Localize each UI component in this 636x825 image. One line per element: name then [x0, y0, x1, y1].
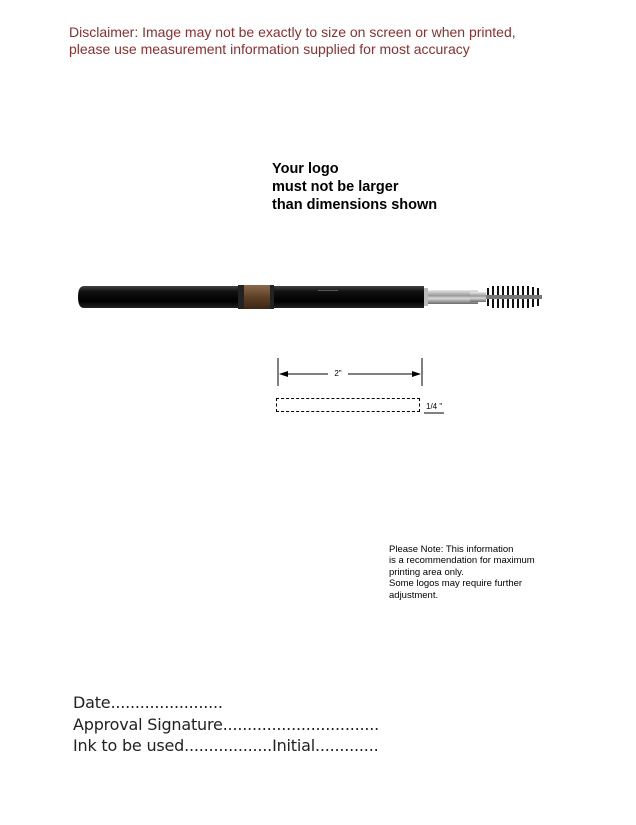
- approval-signature-field: Approval Signature................................: [73, 714, 380, 734]
- logo-note-line-2: must not be larger: [272, 179, 399, 195]
- note-line-3: printing area only.: [389, 566, 464, 578]
- note-line-5: adjustment.: [389, 589, 439, 601]
- disclaimer-line-2: please use measurement information supplied for most accuracy: [69, 41, 470, 57]
- logo-note-line-3: than dimensions shown: [272, 197, 438, 213]
- height-label: 1/4 ": [426, 402, 443, 411]
- logo-area-box: [276, 398, 420, 412]
- note-line-2: is a recommendation for maximum: [389, 555, 535, 567]
- recommendation-note: [389, 544, 569, 601]
- ink-initial-field: Ink to be used..................Initial.............: [73, 736, 379, 755]
- note-line-1: Please Note: This information: [389, 544, 514, 555]
- logo-note-line-1: Your logo: [272, 161, 339, 177]
- approval-block: [73, 692, 379, 757]
- disclaimer-line-1: Disclaimer: Image may not be exactly to size on screen or when printed,: [69, 24, 516, 40]
- logo-size-heading: [272, 160, 437, 214]
- width-label: 2": [328, 369, 348, 379]
- disclaimer-text: [69, 24, 609, 58]
- brow-pencil-image: [78, 280, 558, 314]
- date-field: Date.......................: [73, 693, 223, 712]
- note-line-4: Some logos may require further: [389, 578, 523, 590]
- width-dimension-arrow: [276, 358, 424, 392]
